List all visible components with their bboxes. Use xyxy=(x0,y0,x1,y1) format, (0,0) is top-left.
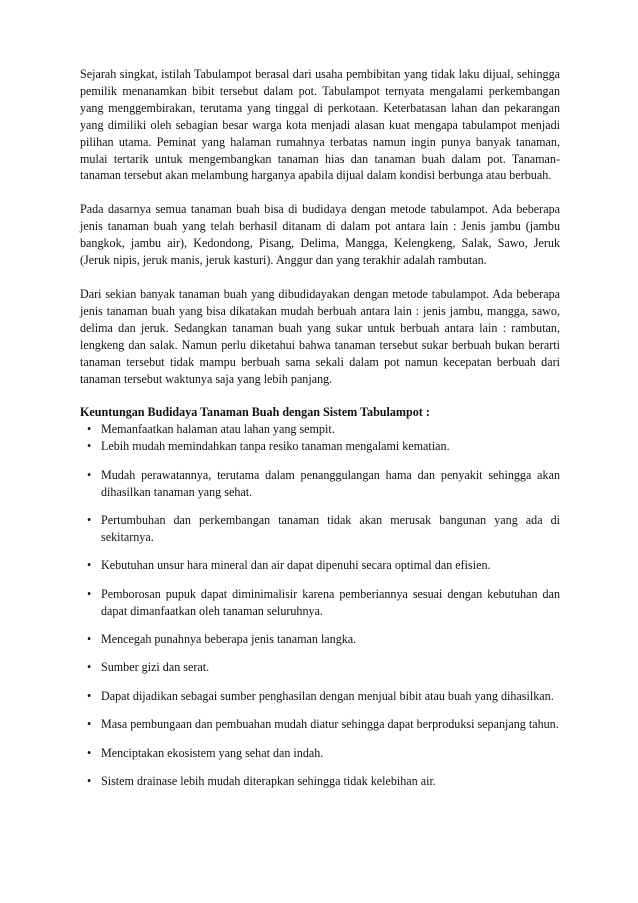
list-item-text: Masa pembungaan dan pembuahan mudah diatur sehingga dapat berproduksi sepanjang tahun. xyxy=(101,717,559,732)
list-item xyxy=(80,773,560,790)
bullet-icon: • xyxy=(87,558,92,573)
list-item-text: Mudah perawatannya, terutama dalam penanggulangan hama dan penyakit sehingga akan dihasilkan tanaman yang sehat. xyxy=(101,467,560,499)
bullet-icon: • xyxy=(87,631,92,646)
list-item-text: Menciptakan ekosistem yang sehat dan indah. xyxy=(101,745,324,760)
bullet-icon: • xyxy=(87,586,92,601)
bullet-icon: • xyxy=(87,717,92,732)
list-item xyxy=(80,688,560,705)
bullet-icon: • xyxy=(87,512,92,527)
benefits-list xyxy=(80,421,560,790)
list-item xyxy=(80,421,560,438)
list-item-text: Memanfaatkan halaman atau lahan yang sempit. xyxy=(101,422,335,437)
list-item-text: Mencegah punahnya beberapa jenis tanaman langka. xyxy=(101,631,357,646)
paragraph-fruit-types: Pada dasarnya semua tanaman buah bisa di budidaya dengan metode tabulampot. Ada beberapa jenis tanaman buah yang telah berhasil ditanam di dalam pot antara lain : Jenis jambu (jambu bangkok, jambu air), Kedondong, Pisang, Delima, Mangga, Kelengkeng, Salak, Sawo, Jeruk (Jeruk nipis, jeruk manis, jeruk kasturi). Anggur dan yang terakhir adalah rambutan. xyxy=(80,202,560,268)
section-heading: Keuntungan Budidaya Tanaman Buah dengan Sistem Tabulampot : xyxy=(80,405,430,420)
list-item xyxy=(80,659,560,676)
list-item-text: Sistem drainase lebih mudah diterapkan sehingga tidak kelebihan air. xyxy=(101,774,436,788)
paragraph-fruiting-ease: Dari sekian banyak tanaman buah yang dibudidayakan dengan metode tabulampot. Ada beberapa jenis tanaman buah yang bisa dikatakan mudah berbuah antara lain : jenis jambu, mangga, sawo, delima dan jeruk. Sedangkan tanaman buah yang sukar untuk berbuah antara lain : rambutan, lengkeng dan salak. Namun perlu diketahui bahwa tanaman tersebut sukar berbuah bukan berarti tanaman tersebut tidak mampu berbuah sama sekali dalam pot namun kecepatan berbuah dari tanaman tersebut waktunya saja yang lebih panjang. xyxy=(80,286,560,386)
bullet-icon: • xyxy=(87,745,92,760)
list-item-text: Dapat dijadikan sebagai sumber penghasilan dengan menjual bibit atau buah yang dihasilkan. xyxy=(101,688,554,703)
list-item xyxy=(80,586,560,620)
bullet-icon: • xyxy=(87,688,92,703)
list-item xyxy=(80,716,560,733)
bullet-icon: • xyxy=(87,422,92,437)
list-item-text: Kebutuhan unsur hara mineral dan air dapat dipenuhi secara optimal dan efisien. xyxy=(101,558,491,573)
list-item xyxy=(80,438,560,455)
list-item xyxy=(80,745,560,762)
list-item xyxy=(80,557,560,574)
bullet-icon: • xyxy=(87,774,92,788)
bullet-icon: • xyxy=(87,660,92,675)
list-item-text: Lebih mudah memindahkan tanpa resiko tanaman mengalami kematian. xyxy=(101,439,450,454)
list-item-text: Pemborosan pupuk dapat diminimalisir karena pemberiannya sesuai dengan kebutuhan dan dapat dimanfaatkan oleh tanaman seluruhnya. xyxy=(101,586,560,618)
document-page xyxy=(80,66,560,790)
bullet-icon: • xyxy=(87,439,92,454)
bullet-icon: • xyxy=(87,467,92,482)
list-item xyxy=(80,467,560,501)
list-item xyxy=(80,631,560,648)
list-item xyxy=(80,512,560,546)
paragraph-history: Sejarah singkat, istilah Tabulampot berasal dari usaha pembibitan yang tidak laku dijual, sehingga pemilik menanamkan bibit tersebut dalam pot. Tabulampot ternyata mengalami perkembangan yang menggembirakan, terutama yang tinggal di perkotaan. Keterbatasan lahan dan pekarangan yang dimiliki oleh sebagian besar warga kota menjadi alasan kuat mengapa tabulampot menjadi pilihan utama. Peminat yang halaman rumahnya terbatas namun ingin punya banyak tanaman, mulai tertarik untuk mengembangkan tanaman hias dan tanaman buah dalam pot. Tanaman-tanaman tersebut akan melambung harganya apabila dijual dalam kondisi berbunga atau berbuah. xyxy=(80,67,560,183)
list-item-text: Pertumbuhan dan perkembangan tanaman tidak akan merusak bangunan yang ada di sekitarnya. xyxy=(101,512,560,544)
list-item-text: Sumber gizi dan serat. xyxy=(101,660,210,675)
